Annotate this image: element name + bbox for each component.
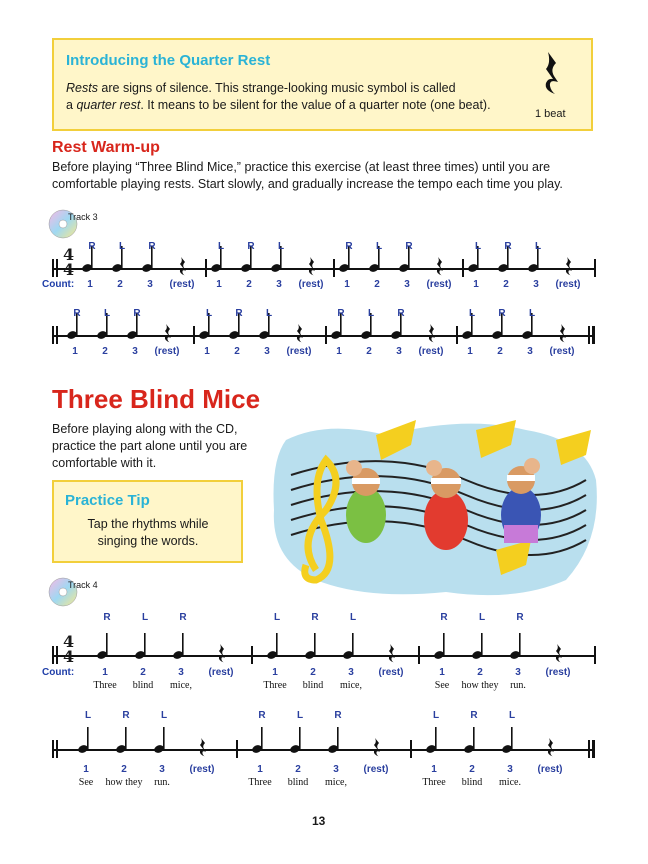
quarter-rest: [163, 323, 173, 343]
hand-label: R: [337, 308, 345, 319]
lyric-text: blind: [302, 680, 324, 691]
hand-label: R: [397, 308, 405, 319]
barline: [236, 740, 238, 758]
hand-label: L: [296, 710, 304, 721]
hand-label: L: [160, 710, 168, 721]
start-barline: [52, 326, 54, 344]
quarter-rest: [217, 643, 227, 663]
count-text: 1: [473, 279, 479, 290]
intro-text: Rests are signs of silence. This strange-looking music symbol is called a quarter rest. It means to be silent for the value of a quarter note (one beat).: [66, 81, 491, 112]
count-text: (rest): [545, 667, 571, 678]
count-text: 1: [72, 346, 78, 357]
count-text: 3: [276, 279, 282, 290]
count-text: 1: [467, 346, 473, 357]
hand-label: R: [311, 612, 319, 623]
time-signature: [63, 634, 74, 664]
count-text: 1: [204, 346, 210, 357]
count-text: 3: [132, 346, 138, 357]
practice-tip-title: Practice Tip: [65, 492, 150, 509]
hand-label: L: [508, 710, 516, 721]
hand-label: R: [103, 612, 111, 623]
hand-label: L: [474, 241, 482, 252]
hand-label: L: [349, 612, 357, 623]
quarter-note: [510, 631, 524, 661]
hand-label: L: [84, 710, 92, 721]
hand-label: L: [217, 241, 225, 252]
quarter-note: [426, 725, 440, 755]
barline: [462, 259, 464, 277]
count-text: (rest): [189, 764, 215, 775]
page-number: 13: [312, 814, 326, 828]
quarter-note: [116, 725, 130, 755]
lyric-text: mice,: [170, 680, 192, 691]
quarter-note: [267, 631, 281, 661]
lyric-text: how they: [461, 680, 499, 691]
hand-label: L: [273, 612, 281, 623]
hand-label: R: [258, 710, 266, 721]
start-barline: [52, 259, 54, 277]
end-barline: [592, 326, 595, 344]
end-barline: [592, 740, 595, 758]
count-text: (rest): [549, 346, 575, 357]
count-text: 1: [336, 346, 342, 357]
three-mice-illustration: [266, 420, 602, 600]
time-sig-bottom: 4: [63, 260, 75, 279]
end-barline: [588, 326, 590, 344]
quarter-note: [97, 631, 111, 661]
count-text: 2: [140, 667, 146, 678]
quarter-note: [328, 725, 342, 755]
count-text: 2: [497, 346, 503, 357]
quarter-note: [154, 725, 168, 755]
hand-label: L: [375, 241, 383, 252]
count-text: 1: [216, 279, 222, 290]
quarter-note: [343, 631, 357, 661]
hand-label: L: [432, 710, 440, 721]
count-text: 2: [121, 764, 127, 775]
lyric-text: run.: [510, 680, 526, 691]
quarter-note: [173, 631, 187, 661]
warmup-text: Before playing “Three Blind Mice,” practice this exercise (at least three times) until you are comfortable playing rests. Start slowly, and gradually increase the tempo each time you play.: [52, 160, 563, 191]
hand-label: R: [148, 241, 156, 252]
quarter-note: [434, 631, 448, 661]
count-text: 2: [117, 279, 123, 290]
count-text: 2: [503, 279, 509, 290]
quarter-rest: [372, 737, 382, 757]
barline: [418, 646, 420, 664]
warmup-title: Rest Warm-up: [52, 139, 160, 156]
lyric-text: Three: [93, 680, 117, 691]
hand-label: R: [133, 308, 141, 319]
count-text: 1: [87, 279, 93, 290]
lyric-text: Three: [422, 777, 446, 788]
count-text: 2: [310, 667, 316, 678]
count-text: 3: [178, 667, 184, 678]
end-barline: [594, 259, 596, 277]
lyric-text: run.: [154, 777, 170, 788]
count-label: Count:: [42, 667, 75, 678]
count-text: (rest): [169, 279, 195, 290]
start-barline: [56, 259, 58, 277]
lyric-text: mice.: [499, 777, 521, 788]
hand-label: R: [345, 241, 353, 252]
hand-label: L: [205, 308, 213, 319]
song-intro-text: Before playing along with the CD, practice the part alone until you are comfortable with it.: [52, 422, 248, 470]
lyric-text: blind: [461, 777, 483, 788]
count-text: 2: [295, 764, 301, 775]
quarter-note: [472, 631, 486, 661]
barline: [205, 259, 207, 277]
hand-label: R: [235, 308, 243, 319]
count-text: (rest): [555, 279, 581, 290]
quarter-rest: [554, 643, 564, 663]
hand-label: L: [478, 612, 486, 623]
count-text: 3: [507, 764, 513, 775]
start-barline: [56, 326, 58, 344]
quarter-rest: [564, 256, 574, 276]
quarter-rest: [307, 256, 317, 276]
lyric-text: mice,: [325, 777, 347, 788]
hand-label: R: [516, 612, 524, 623]
end-barline: [588, 740, 590, 758]
count-text: 3: [527, 346, 533, 357]
hand-label: R: [440, 612, 448, 623]
staff-line: [52, 268, 594, 270]
count-text: (rest): [298, 279, 324, 290]
hand-label: L: [534, 241, 542, 252]
count-text: 2: [374, 279, 380, 290]
quarter-rest: [546, 737, 556, 757]
lyric-text: See: [434, 680, 450, 691]
intro-box: [52, 38, 593, 131]
quarter-rest-icon: [541, 50, 563, 96]
track3-label: Track 3: [68, 212, 98, 222]
end-barline: [594, 646, 596, 664]
lyric-text: blind: [132, 680, 154, 691]
count-text: 3: [404, 279, 410, 290]
hand-label: L: [118, 241, 126, 252]
lyric-text: how they: [105, 777, 143, 788]
quarter-rest: [558, 323, 568, 343]
count-text: 2: [102, 346, 108, 357]
count-text: 1: [431, 764, 437, 775]
count-text: 3: [147, 279, 153, 290]
barline: [333, 259, 335, 277]
time-signature: [63, 247, 74, 277]
quarter-rest: [435, 256, 445, 276]
track4-label: Track 4: [68, 580, 98, 590]
lyric-text: Three: [263, 680, 287, 691]
count-text: 3: [348, 667, 354, 678]
song-title: Three Blind Mice: [52, 384, 261, 414]
start-barline: [52, 740, 54, 758]
count-text: 1: [257, 764, 263, 775]
count-text: 2: [366, 346, 372, 357]
count-text: (rest): [426, 279, 452, 290]
count-text: (rest): [378, 667, 404, 678]
quarter-note: [502, 725, 516, 755]
quarter-note: [135, 631, 149, 661]
hand-label: R: [73, 308, 81, 319]
count-text: 3: [333, 764, 339, 775]
barline: [456, 326, 458, 344]
quarter-note: [290, 725, 304, 755]
barline: [193, 326, 195, 344]
hand-label: R: [405, 241, 413, 252]
count-text: 2: [469, 764, 475, 775]
quarter-note: [252, 725, 266, 755]
start-barline: [52, 646, 54, 664]
hand-label: L: [141, 612, 149, 623]
hand-label: L: [103, 308, 111, 319]
hand-label: R: [470, 710, 478, 721]
lyric-text: See: [78, 777, 94, 788]
hand-label: L: [367, 308, 375, 319]
time-sig-bottom: 4: [63, 647, 75, 666]
hand-label: R: [122, 710, 130, 721]
count-text: 3: [533, 279, 539, 290]
count-text: (rest): [286, 346, 312, 357]
count-text: (rest): [537, 764, 563, 775]
lyric-text: blind: [287, 777, 309, 788]
lyric-text: Three: [248, 777, 272, 788]
quarter-note: [305, 631, 319, 661]
count-text: 2: [246, 279, 252, 290]
quarter-note: [78, 725, 92, 755]
count-text: (rest): [363, 764, 389, 775]
lyric-text: mice,: [340, 680, 362, 691]
barline: [325, 326, 327, 344]
count-text: 3: [264, 346, 270, 357]
hand-label: L: [277, 241, 285, 252]
hand-label: L: [528, 308, 536, 319]
hand-label: R: [504, 241, 512, 252]
quarter-rest: [295, 323, 305, 343]
barline: [251, 646, 253, 664]
count-text: 1: [83, 764, 89, 775]
hand-label: L: [468, 308, 476, 319]
hand-label: R: [247, 241, 255, 252]
count-text: (rest): [418, 346, 444, 357]
quarter-rest: [198, 737, 208, 757]
count-text: 2: [477, 667, 483, 678]
time-sig-top: 4: [63, 632, 75, 651]
hand-label: L: [265, 308, 273, 319]
hand-label: R: [334, 710, 342, 721]
quarter-note: [464, 725, 478, 755]
count-text: 1: [439, 667, 445, 678]
count-label: Count:: [42, 279, 75, 290]
count-text: (rest): [154, 346, 180, 357]
quarter-rest: [427, 323, 437, 343]
count-text: (rest): [208, 667, 234, 678]
hand-label: R: [498, 308, 506, 319]
count-text: 1: [272, 667, 278, 678]
count-text: 1: [344, 279, 350, 290]
count-text: 3: [396, 346, 402, 357]
count-text: 3: [159, 764, 165, 775]
quarter-rest: [178, 256, 188, 276]
practice-tip-text: Tap the rhythms while singing the words.: [87, 517, 209, 548]
hand-label: R: [179, 612, 187, 623]
count-text: 1: [102, 667, 108, 678]
quarter-rest: [387, 643, 397, 663]
count-text: 3: [515, 667, 521, 678]
hand-label: R: [88, 241, 96, 252]
start-barline: [56, 740, 58, 758]
start-barline: [56, 646, 58, 664]
rest-caption: 1 beat: [535, 108, 566, 120]
count-text: 2: [234, 346, 240, 357]
time-sig-top: 4: [63, 245, 75, 264]
barline: [410, 740, 412, 758]
practice-tip-box: [52, 480, 243, 563]
intro-title: Introducing the Quarter Rest: [66, 52, 271, 69]
